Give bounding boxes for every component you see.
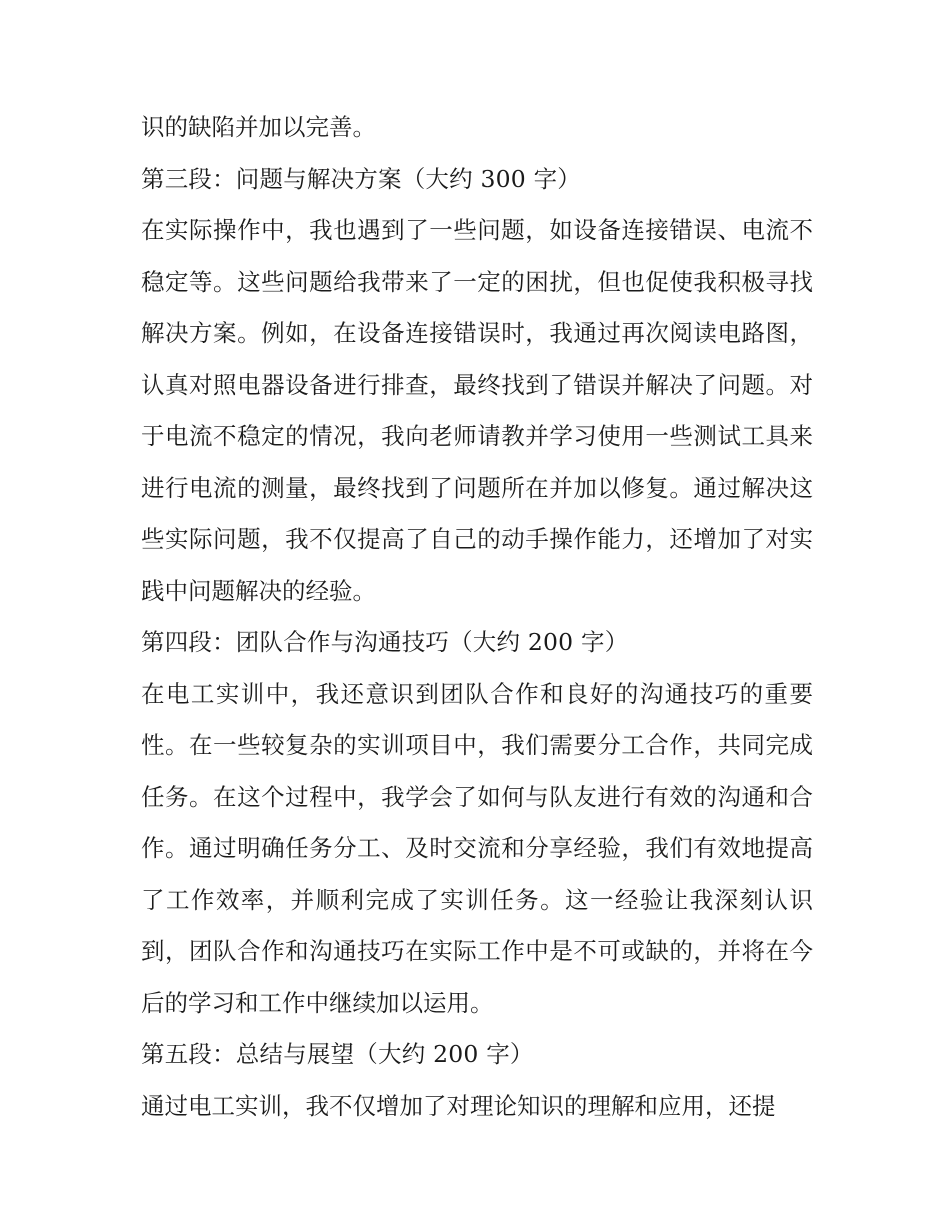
- paragraph-teamwork: 在电工实训中，我还意识到团队合作和良好的沟通技巧的重要性。在一些较复杂的实训项目中，我们需要分工合作，共同完成任务。在这个过程中，我学会了如何与队友进行有效的沟通和合作。通过明确任务分工、及时交流和分享经验，我们有效地提高了工作效率，并顺利完成了实训任务。这一经验让我深刻认识到，团队合作和沟通技巧在实际工作中是不可或缺的，并将在今后的学习和工作中继续加以运用。: [141, 679, 813, 1017]
- document-body: [141, 102, 813, 1132]
- paragraph-summary: 通过电工实训，我不仅增加了对理论知识的理解和应用，还提: [141, 1091, 776, 1120]
- paragraph-continuation: 识的缺陷并加以完善。: [141, 113, 376, 141]
- section-heading-3: 第三段：问题与解决方案（大约 300 字）: [141, 164, 581, 193]
- paragraph-problems-solutions: 在实际操作中，我也遇到了一些问题，如设备连接错误、电流不稳定等。这些问题给我带来了一定的困扰，但也促使我积极寻找解决方案。例如，在设备连接错误时，我通过再次阅读电路图，认真对照电器设备进行排查，最终找到了错误并解决了问题。对于电流不稳定的情况，我向老师请教并学习使用一些测试工具来进行电流的测量，最终找到了问题所在并加以修复。通过解决这些实际问题，我不仅提高了自己的动手操作能力，还增加了对实践中问题解决的经验。: [141, 216, 813, 605]
- section-heading-4: 第四段：团队合作与沟通技巧（大约 200 字）: [141, 628, 629, 656]
- section-heading-5: 第五段：总结与展望（大约 200 字）: [141, 1040, 534, 1068]
